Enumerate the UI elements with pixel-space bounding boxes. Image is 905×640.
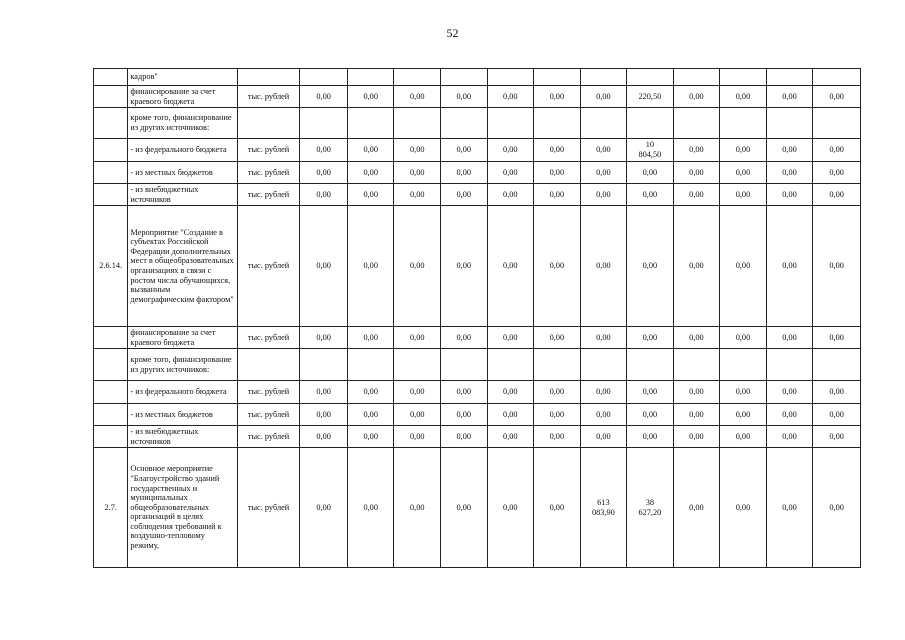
- table-row: [94, 184, 861, 206]
- value-cell: [627, 349, 674, 381]
- value-cell: 0,00: [766, 426, 813, 448]
- value-cell: 0,00: [347, 139, 394, 162]
- unit-cell: тыс. рублей: [237, 86, 300, 108]
- value-cell: 0,00: [627, 327, 674, 349]
- value-cell: 0,00: [487, 206, 534, 327]
- value-cell: 0,00: [534, 206, 581, 327]
- value-cell: 0,00: [813, 381, 861, 404]
- value-cell: [441, 69, 488, 86]
- value-cell: 0,00: [673, 86, 720, 108]
- value-cell: [347, 349, 394, 381]
- value-cell: 0,00: [580, 206, 627, 327]
- value-cell: 0,00: [300, 139, 348, 162]
- value-cell: 0,00: [534, 184, 581, 206]
- value-cell: 0,00: [534, 162, 581, 184]
- unit-cell: тыс. рублей: [237, 184, 300, 206]
- unit-cell: тыс. рублей: [237, 404, 300, 426]
- unit-cell: тыс. рублей: [237, 448, 300, 568]
- value-cell: 0,00: [813, 206, 861, 327]
- value-cell: [580, 69, 627, 86]
- value-cell: [673, 69, 720, 86]
- value-cell: 0,00: [394, 404, 441, 426]
- value-cell: 0,00: [766, 139, 813, 162]
- unit-cell: тыс. рублей: [237, 139, 300, 162]
- value-cell: 0,00: [441, 86, 488, 108]
- value-cell: 0,00: [441, 404, 488, 426]
- table-row: [94, 404, 861, 426]
- value-cell: 0,00: [347, 381, 394, 404]
- value-cell: [534, 349, 581, 381]
- row-name-cell: - из федерального бюджета: [128, 381, 237, 404]
- value-cell: 0,00: [720, 448, 767, 568]
- value-cell: 0,00: [627, 404, 674, 426]
- value-cell: 0,00: [813, 448, 861, 568]
- table-row: [94, 327, 861, 349]
- value-cell: [766, 108, 813, 139]
- row-number-cell: [94, 349, 128, 381]
- value-cell: 0,00: [487, 381, 534, 404]
- table-row: [94, 139, 861, 162]
- value-cell: 0,00: [534, 404, 581, 426]
- value-cell: 0,00: [300, 404, 348, 426]
- value-cell: 0,00: [766, 86, 813, 108]
- row-number-cell: 2.6.14.: [94, 206, 128, 327]
- value-cell: 0,00: [813, 426, 861, 448]
- value-cell: 0,00: [673, 426, 720, 448]
- value-cell: 0,00: [534, 448, 581, 568]
- value-cell: 220,50: [627, 86, 674, 108]
- value-cell: 0,00: [813, 404, 861, 426]
- value-cell: [300, 349, 348, 381]
- row-name-cell: - из внебюджетных источников: [128, 184, 237, 206]
- value-cell: 0,00: [487, 448, 534, 568]
- value-cell: 0,00: [813, 162, 861, 184]
- row-number-cell: [94, 162, 128, 184]
- value-cell: 0,00: [441, 139, 488, 162]
- value-cell: 0,00: [441, 327, 488, 349]
- value-cell: 0,00: [347, 184, 394, 206]
- row-name-cell: кроме того, финансирование из других источников:: [128, 349, 237, 381]
- value-cell: 0,00: [766, 327, 813, 349]
- value-cell: 0,00: [673, 162, 720, 184]
- value-cell: 0,00: [534, 139, 581, 162]
- value-cell: 0,00: [580, 139, 627, 162]
- value-cell: 0,00: [580, 184, 627, 206]
- value-cell: [347, 108, 394, 139]
- unit-cell: [237, 108, 300, 139]
- value-cell: 0,00: [394, 162, 441, 184]
- budget-table: [93, 68, 861, 568]
- value-cell: 0,00: [813, 184, 861, 206]
- value-cell: [394, 108, 441, 139]
- value-cell: 613 083,90: [580, 448, 627, 568]
- value-cell: 0,00: [627, 426, 674, 448]
- value-cell: [720, 349, 767, 381]
- value-cell: 0,00: [766, 404, 813, 426]
- table-row: [94, 86, 861, 108]
- value-cell: 0,00: [720, 206, 767, 327]
- value-cell: [300, 108, 348, 139]
- value-cell: 10 804,50: [627, 139, 674, 162]
- table-row: [94, 206, 861, 327]
- unit-cell: тыс. рублей: [237, 162, 300, 184]
- row-name-cell: - из федерального бюджета: [128, 139, 237, 162]
- value-cell: 0,00: [394, 448, 441, 568]
- value-cell: 0,00: [580, 404, 627, 426]
- value-cell: [534, 69, 581, 86]
- value-cell: [487, 69, 534, 86]
- value-cell: 0,00: [766, 162, 813, 184]
- value-cell: 0,00: [347, 426, 394, 448]
- value-cell: 0,00: [487, 404, 534, 426]
- value-cell: 0,00: [347, 206, 394, 327]
- value-cell: 0,00: [487, 184, 534, 206]
- unit-cell: [237, 349, 300, 381]
- row-name-cell: финансирование за счет краевого бюджета: [128, 327, 237, 349]
- value-cell: [766, 69, 813, 86]
- value-cell: 0,00: [580, 327, 627, 349]
- value-cell: 0,00: [394, 381, 441, 404]
- value-cell: [534, 108, 581, 139]
- value-cell: 0,00: [766, 448, 813, 568]
- value-cell: 0,00: [347, 448, 394, 568]
- row-name-cell: Основное мероприятие "Благоустройство зданий государственных и муниципальных общеобразовательных организаций в целях соблюдения требований к воздушно-тепловому режиму,: [128, 448, 237, 568]
- value-cell: 0,00: [487, 327, 534, 349]
- value-cell: 0,00: [627, 381, 674, 404]
- value-cell: 0,00: [813, 139, 861, 162]
- value-cell: 0,00: [673, 448, 720, 568]
- value-cell: 0,00: [580, 426, 627, 448]
- value-cell: [394, 349, 441, 381]
- value-cell: 0,00: [487, 86, 534, 108]
- value-cell: [813, 69, 861, 86]
- table-row: [94, 448, 861, 568]
- row-name-cell: финансирование за счет краевого бюджета: [128, 86, 237, 108]
- value-cell: [627, 108, 674, 139]
- row-name-cell: Мероприятие "Создание в субъектах Российской Федерации дополнительных мест в общеобразовательных организациях в связи с ростом числа обучающихся, вызванным демографическим фактором": [128, 206, 237, 327]
- unit-cell: тыс. рублей: [237, 381, 300, 404]
- value-cell: [766, 349, 813, 381]
- value-cell: 0,00: [487, 162, 534, 184]
- value-cell: 0,00: [673, 139, 720, 162]
- value-cell: 0,00: [347, 404, 394, 426]
- value-cell: 0,00: [720, 139, 767, 162]
- value-cell: 0,00: [766, 381, 813, 404]
- value-cell: 0,00: [534, 327, 581, 349]
- value-cell: 0,00: [720, 162, 767, 184]
- value-cell: 0,00: [347, 86, 394, 108]
- value-cell: 0,00: [673, 327, 720, 349]
- row-name-cell: - из внебюджетных источников: [128, 426, 237, 448]
- value-cell: 0,00: [720, 404, 767, 426]
- value-cell: [487, 349, 534, 381]
- value-cell: 0,00: [441, 162, 488, 184]
- row-name-cell: кадров": [128, 69, 237, 86]
- value-cell: 0,00: [673, 404, 720, 426]
- value-cell: 0,00: [673, 206, 720, 327]
- value-cell: [720, 108, 767, 139]
- value-cell: 0,00: [580, 162, 627, 184]
- value-cell: 0,00: [441, 206, 488, 327]
- value-cell: [580, 108, 627, 139]
- value-cell: 0,00: [441, 448, 488, 568]
- value-cell: 0,00: [300, 206, 348, 327]
- value-cell: 0,00: [300, 162, 348, 184]
- unit-cell: тыс. рублей: [237, 206, 300, 327]
- value-cell: 0,00: [487, 426, 534, 448]
- row-number-cell: [94, 69, 128, 86]
- value-cell: 0,00: [300, 426, 348, 448]
- table-row: [94, 69, 861, 86]
- value-cell: 0,00: [720, 86, 767, 108]
- value-cell: 0,00: [441, 381, 488, 404]
- value-cell: 0,00: [534, 426, 581, 448]
- value-cell: 0,00: [534, 381, 581, 404]
- value-cell: 0,00: [627, 184, 674, 206]
- value-cell: 0,00: [720, 426, 767, 448]
- value-cell: [580, 349, 627, 381]
- value-cell: [720, 69, 767, 86]
- value-cell: 0,00: [394, 426, 441, 448]
- unit-cell: тыс. рублей: [237, 426, 300, 448]
- value-cell: [813, 108, 861, 139]
- value-cell: 0,00: [627, 206, 674, 327]
- table-row: [94, 162, 861, 184]
- row-number-cell: [94, 184, 128, 206]
- value-cell: [813, 349, 861, 381]
- value-cell: 0,00: [720, 327, 767, 349]
- value-cell: [394, 69, 441, 86]
- table-row: [94, 381, 861, 404]
- value-cell: [441, 108, 488, 139]
- value-cell: 0,00: [720, 184, 767, 206]
- row-name-cell: - из местных бюджетов: [128, 162, 237, 184]
- row-number-cell: [94, 139, 128, 162]
- value-cell: 0,00: [673, 184, 720, 206]
- page-number: 52: [446, 26, 459, 40]
- value-cell: 0,00: [766, 206, 813, 327]
- value-cell: [673, 349, 720, 381]
- value-cell: 0,00: [813, 86, 861, 108]
- value-cell: 0,00: [394, 184, 441, 206]
- row-number-cell: [94, 426, 128, 448]
- value-cell: 0,00: [300, 327, 348, 349]
- unit-cell: [237, 69, 300, 86]
- table-row: [94, 426, 861, 448]
- value-cell: 0,00: [580, 381, 627, 404]
- row-number-cell: [94, 404, 128, 426]
- value-cell: 38 627,20: [627, 448, 674, 568]
- unit-cell: тыс. рублей: [237, 327, 300, 349]
- table-row: [94, 349, 861, 381]
- value-cell: 0,00: [300, 86, 348, 108]
- row-number-cell: 2.7.: [94, 448, 128, 568]
- value-cell: 0,00: [394, 86, 441, 108]
- row-name-cell: - из местных бюджетов: [128, 404, 237, 426]
- value-cell: 0,00: [487, 139, 534, 162]
- value-cell: 0,00: [813, 327, 861, 349]
- value-cell: 0,00: [673, 381, 720, 404]
- value-cell: 0,00: [580, 86, 627, 108]
- value-cell: 0,00: [766, 184, 813, 206]
- value-cell: 0,00: [441, 426, 488, 448]
- value-cell: 0,00: [394, 206, 441, 327]
- row-name-cell: кроме того, финансирование из других источников:: [128, 108, 237, 139]
- row-number-cell: [94, 108, 128, 139]
- table-row: [94, 108, 861, 139]
- row-number-cell: [94, 86, 128, 108]
- value-cell: 0,00: [300, 448, 348, 568]
- row-number-cell: [94, 327, 128, 349]
- value-cell: 0,00: [300, 381, 348, 404]
- value-cell: 0,00: [347, 162, 394, 184]
- value-cell: 0,00: [720, 381, 767, 404]
- value-cell: [627, 69, 674, 86]
- value-cell: 0,00: [394, 327, 441, 349]
- value-cell: [347, 69, 394, 86]
- value-cell: 0,00: [300, 184, 348, 206]
- value-cell: [300, 69, 348, 86]
- value-cell: 0,00: [441, 184, 488, 206]
- row-number-cell: [94, 381, 128, 404]
- value-cell: [487, 108, 534, 139]
- value-cell: 0,00: [534, 86, 581, 108]
- value-cell: 0,00: [627, 162, 674, 184]
- value-cell: [441, 349, 488, 381]
- value-cell: [673, 108, 720, 139]
- value-cell: 0,00: [394, 139, 441, 162]
- value-cell: 0,00: [347, 327, 394, 349]
